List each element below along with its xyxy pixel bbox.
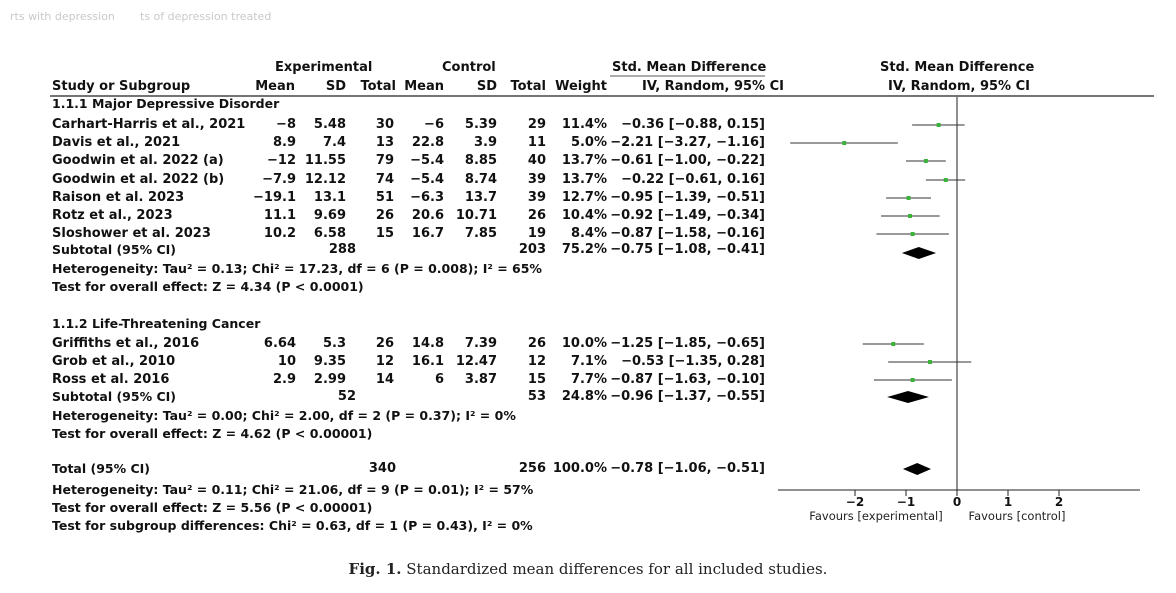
study-c-mean: 22.8 xyxy=(411,135,444,150)
study-e-total: 12 xyxy=(375,354,394,369)
study-e-mean: 2.9 xyxy=(272,372,296,387)
subtotal-label: Subtotal (95% CI) xyxy=(52,389,176,404)
total-diamond xyxy=(903,463,931,475)
study-c-total: 19 xyxy=(527,226,546,241)
study-weight: 13.7% xyxy=(561,172,607,187)
study-c-mean: 16.1 xyxy=(411,354,444,369)
total-weight: 100.0% xyxy=(552,461,607,476)
study-e-sd: 11.55 xyxy=(304,153,346,168)
study-e-total: 74 xyxy=(375,172,394,187)
effect-point xyxy=(908,214,912,218)
study-c-sd: 13.7 xyxy=(464,190,497,205)
study-e-total: 14 xyxy=(375,372,394,387)
study-c-total: 26 xyxy=(527,336,546,351)
study-name: Sloshower et al. 2023 xyxy=(52,226,211,241)
study-c-total: 40 xyxy=(527,153,546,168)
study-ci: −0.87 [−1.63, −0.10] xyxy=(610,372,765,387)
total-label: Total (95% CI) xyxy=(52,461,151,476)
study-e-mean: 8.9 xyxy=(272,135,296,150)
study-ci: −1.25 [−1.85, −0.65] xyxy=(610,336,765,351)
header-smd-right: Std. Mean Difference xyxy=(880,60,1035,75)
study-weight: 8.4% xyxy=(570,226,607,241)
study-e-sd: 6.58 xyxy=(313,226,346,241)
study-c-mean: −5.4 xyxy=(410,153,444,168)
study-e-mean: 10 xyxy=(277,354,296,369)
study-c-total: 12 xyxy=(527,354,546,369)
effect-point xyxy=(928,360,932,364)
subtotal-label: Subtotal (95% CI) xyxy=(52,242,176,257)
study-weight: 10.0% xyxy=(561,336,607,351)
subtotal-c-total: 203 xyxy=(518,242,546,257)
study-c-sd: 8.74 xyxy=(464,172,497,187)
header-ctl-sd: SD xyxy=(476,79,497,94)
header-weight: Weight xyxy=(555,79,607,94)
study-e-mean: −8 xyxy=(276,117,296,132)
study-weight: 7.7% xyxy=(570,372,607,387)
study-c-total: 11 xyxy=(527,135,546,150)
study-c-sd: 10.71 xyxy=(455,208,497,223)
study-e-total: 51 xyxy=(375,190,394,205)
study-c-sd: 12.47 xyxy=(455,354,497,369)
study-c-sd: 3.87 xyxy=(464,372,497,387)
x-tick-label: 2 xyxy=(1054,495,1064,509)
footer-subgroup-diff: Test for subgroup differences: Chi² = 0.63, df = 1 (P = 0.43), I² = 0% xyxy=(52,518,533,533)
effect-point xyxy=(944,178,948,182)
study-weight: 11.4% xyxy=(561,117,607,132)
header-exp-total: Total xyxy=(360,79,396,94)
overall-effect-text: Test for overall effect: Z = 4.34 (P < 0.0001) xyxy=(52,279,364,294)
study-weight: 13.7% xyxy=(561,153,607,168)
study-ci: −0.36 [−0.88, 0.15] xyxy=(621,117,765,132)
study-e-total: 15 xyxy=(375,226,394,241)
study-ci: −0.92 [−1.49, −0.34] xyxy=(610,208,765,223)
header-smd-left: Std. Mean Difference xyxy=(612,60,767,75)
study-weight: 5.0% xyxy=(570,135,607,150)
header-ctl-total: Total xyxy=(510,79,546,94)
study-c-mean: 6 xyxy=(434,372,444,387)
header-control: Control xyxy=(442,60,496,75)
study-c-mean: 20.6 xyxy=(411,208,444,223)
total-ci: −0.78 [−1.06, −0.51] xyxy=(610,461,765,476)
study-name: Davis et al., 2021 xyxy=(52,135,181,150)
study-e-total: 79 xyxy=(375,153,394,168)
study-weight: 7.1% xyxy=(570,354,607,369)
subtotal-e-total: 52 xyxy=(337,389,356,404)
subtotal-weight: 24.8% xyxy=(561,389,607,404)
study-e-sd: 9.35 xyxy=(313,354,346,369)
study-c-sd: 3.9 xyxy=(473,135,497,150)
effect-point xyxy=(937,123,941,127)
study-e-mean: 6.64 xyxy=(263,336,296,351)
total-c-total: 256 xyxy=(518,461,546,476)
x-tick-label: 1 xyxy=(1003,495,1013,509)
subtotal-e-total: 288 xyxy=(328,242,356,257)
study-e-sd: 2.99 xyxy=(313,372,346,387)
heterogeneity-text: Heterogeneity: Tau² = 0.00; Chi² = 2.00, df = 2 (P = 0.37); I² = 0% xyxy=(52,408,516,423)
study-c-mean: −5.4 xyxy=(410,172,444,187)
subtotal-ci: −0.96 [−1.37, −0.55] xyxy=(610,389,765,404)
study-c-sd: 7.39 xyxy=(464,336,497,351)
study-e-total: 26 xyxy=(375,336,394,351)
effect-point xyxy=(924,159,928,163)
study-e-total: 13 xyxy=(375,135,394,150)
study-e-mean: −7.9 xyxy=(262,172,296,187)
study-ci: −2.21 [−3.27, −1.16] xyxy=(610,135,765,150)
study-e-mean: 11.1 xyxy=(263,208,296,223)
study-c-total: 26 xyxy=(527,208,546,223)
study-e-sd: 5.3 xyxy=(322,336,346,351)
header-exp-mean: Mean xyxy=(255,79,295,94)
header-experimental: Experimental xyxy=(275,60,373,75)
total-e-total: 340 xyxy=(368,461,396,476)
footer-overall-effect: Test for overall effect: Z = 5.56 (P < 0.00001) xyxy=(52,500,373,515)
header-ctl-mean: Mean xyxy=(404,79,444,94)
caption-text: Standardized mean differences for all included studies. xyxy=(406,560,828,578)
study-name: Ross et al. 2016 xyxy=(52,372,170,387)
header-study: Study or Subgroup xyxy=(52,79,191,94)
study-name: Grob et al., 2010 xyxy=(52,354,176,369)
study-e-mean: 10.2 xyxy=(263,226,296,241)
study-c-total: 29 xyxy=(527,117,546,132)
study-c-mean: 16.7 xyxy=(411,226,444,241)
footer-heterogeneity: Heterogeneity: Tau² = 0.11; Chi² = 21.06, df = 9 (P = 0.01); I² = 57% xyxy=(52,482,534,497)
study-c-total: 15 xyxy=(527,372,546,387)
study-e-sd: 7.4 xyxy=(322,135,346,150)
effect-point xyxy=(907,196,911,200)
study-e-sd: 5.48 xyxy=(313,117,346,132)
study-name: Goodwin et al. 2022 (a) xyxy=(52,153,224,168)
study-name: Griffiths et al., 2016 xyxy=(52,336,200,351)
study-c-sd: 7.85 xyxy=(464,226,497,241)
study-e-mean: −12 xyxy=(267,153,296,168)
study-ci: −0.61 [−1.00, −0.22] xyxy=(610,153,765,168)
study-e-sd: 13.1 xyxy=(313,190,346,205)
subtotal-c-total: 53 xyxy=(527,389,546,404)
study-c-sd: 5.39 xyxy=(464,117,497,132)
subtotal-weight: 75.2% xyxy=(561,242,607,257)
heterogeneity-text: Heterogeneity: Tau² = 0.13; Chi² = 17.23, df = 6 (P = 0.008); I² = 65% xyxy=(52,261,542,276)
study-c-mean: −6 xyxy=(424,117,444,132)
study-e-sd: 12.12 xyxy=(304,172,346,187)
effect-point xyxy=(842,141,846,145)
x-tick-label: −1 xyxy=(896,495,916,509)
overall-effect-text: Test for overall effect: Z = 4.62 (P < 0.00001) xyxy=(52,426,373,441)
study-weight: 12.7% xyxy=(561,190,607,205)
study-ci: −0.22 [−0.61, 0.16] xyxy=(621,172,765,187)
study-name: Rotz et al., 2023 xyxy=(52,208,173,223)
subgroup-title: 1.1.2 Life-Threatening Cancer xyxy=(52,316,261,331)
study-ci: −0.95 [−1.39, −0.51] xyxy=(610,190,765,205)
faint-bg-text-2: ts of depression treated xyxy=(140,10,272,23)
subtotal-ci: −0.75 [−1.08, −0.41] xyxy=(610,242,765,257)
study-ci: −0.53 [−1.35, 0.28] xyxy=(621,354,765,369)
study-c-mean: 14.8 xyxy=(411,336,444,351)
study-weight: 10.4% xyxy=(561,208,607,223)
x-tick-label: 0 xyxy=(952,495,962,509)
study-e-sd: 9.69 xyxy=(313,208,346,223)
header-exp-sd: SD xyxy=(325,79,346,94)
study-c-total: 39 xyxy=(527,172,546,187)
header-ci-right: IV, Random, 95% CI xyxy=(888,79,1030,94)
effect-point xyxy=(891,342,895,346)
effect-point xyxy=(911,378,915,382)
study-c-total: 39 xyxy=(527,190,546,205)
study-name: Raison et al. 2023 xyxy=(52,190,185,205)
header-ci-left: IV, Random, 95% CI xyxy=(642,79,784,94)
study-e-total: 30 xyxy=(375,117,394,132)
study-ci: −0.87 [−1.58, −0.16] xyxy=(610,226,765,241)
x-label-control: Favours [control] xyxy=(968,509,1066,523)
effect-point xyxy=(911,232,915,236)
study-name: Carhart-Harris et al., 2021 xyxy=(52,117,246,132)
faint-bg-text-1: rts with depression xyxy=(10,10,115,23)
study-c-sd: 8.85 xyxy=(464,153,497,168)
subgroup-title: 1.1.1 Major Depressive Disorder xyxy=(52,96,280,111)
figure-caption xyxy=(0,560,1176,578)
subtotal-diamond xyxy=(902,247,936,259)
study-e-total: 26 xyxy=(375,208,394,223)
subtotal-diamond xyxy=(887,391,929,403)
x-tick-label: −2 xyxy=(845,495,865,509)
x-label-experimental: Favours [experimental] xyxy=(809,509,943,523)
study-name: Goodwin et al. 2022 (b) xyxy=(52,172,225,187)
study-e-mean: −19.1 xyxy=(253,190,296,205)
study-c-mean: −6.3 xyxy=(410,190,444,205)
caption-label: Fig. 1. xyxy=(348,560,402,578)
